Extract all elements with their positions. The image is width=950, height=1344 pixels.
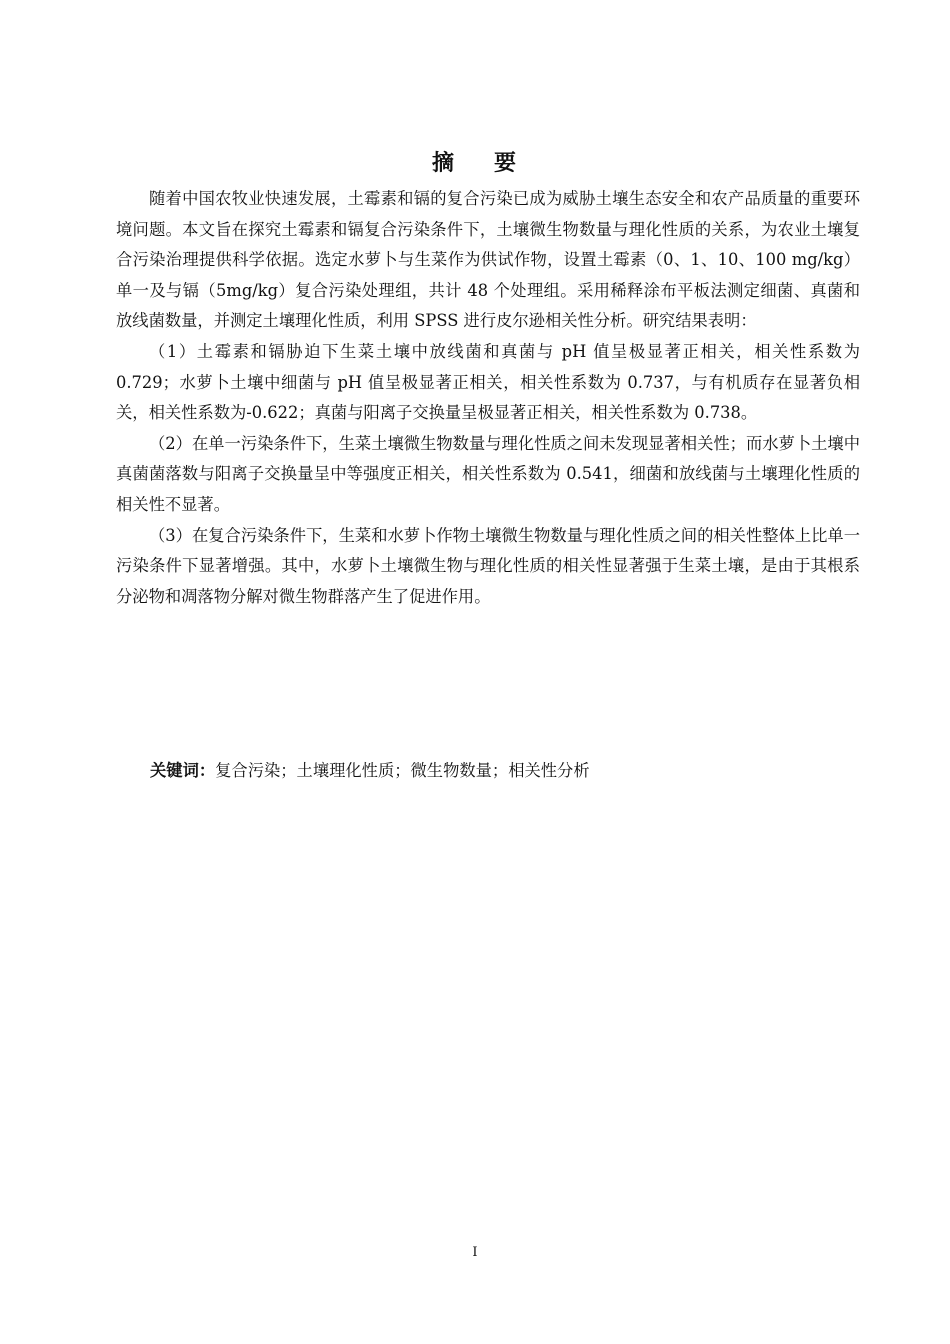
page-number: I [472,1245,478,1260]
abstract-paragraph-intro: 随着中国农牧业快速发展，土霉素和镉的复合污染已成为威胁土壤生态安全和农产品质量的重要环境问题。本文旨在探究土霉素和镉复合污染条件下，土壤微生物数量与理化性质的关系，为农业土壤复合污染治理提供科学依据。选定水萝卜与生菜作为供试作物，设置土霉素（0、1、10、100 mg/kg）单一及与镉（5mg/kg）复合污染处理组，共计 48 个处理组。采用稀释涂布平板法测定细菌、真菌和放线菌数量，并测定土壤理化性质，利用 SPSS 进行皮尔逊相关性分析。研究结果表明： [116,189,860,331]
abstract-paragraph-result-2: （2）在单一污染条件下，生菜土壤微生物数量与理化性质之间未发现显著相关性；而水萝卜土壤中真菌菌落数与阳离子交换量呈中等强度正相关，相关性系数为 0.541，细菌和放线菌与土壤理化性质的相关性不显著。 [116,433,860,514]
abstract-body [116,184,860,612]
abstract-title-char-2: 要 [494,151,519,176]
keywords-line [150,756,590,786]
abstract-title [0,146,950,182]
keywords-value: 复合污染；土壤理化性质；微生物数量；相关性分析 [215,761,590,780]
abstract-title-char-1: 摘 [431,151,456,176]
keywords-label: 关键词： [150,761,216,780]
abstract-paragraph-result-1: （1）土霉素和镉胁迫下生菜土壤中放线菌和真菌与 pH 值呈极显著正相关，相关性系数为 0.729；水萝卜土壤中细菌与 pH 值呈极显著正相关，相关性系数为 0.737，与有机质存在显著负相关，相关性系数为-0.622；真菌与阳离子交换量呈极显著正相关，相关性系数为 0.738。 [116,341,860,423]
abstract-paragraph-result-3: （3）在复合污染条件下，生菜和水萝卜作物土壤微生物数量与理化性质之间的相关性整体上比单一污染条件下显著增强。其中，水萝卜土壤微生物与理化性质的相关性显著强于生菜土壤，是由于其根系分泌物和凋落物分解对微生物群落产生了促进作用。 [116,525,860,606]
